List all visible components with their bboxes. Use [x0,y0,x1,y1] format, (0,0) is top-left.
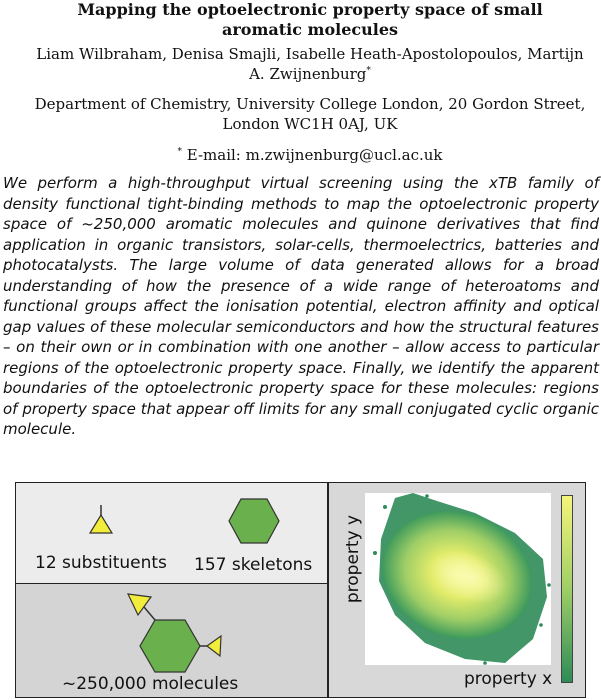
corresponding-author-mark: * [366,66,371,76]
molecule-icon [124,590,224,674]
toc-graphic [15,482,586,698]
email-mark: * [177,147,182,157]
author-list [30,44,590,84]
email-line [30,145,590,165]
paper-title: Mapping the optoelectronic property space of small aromatic molecules [77,0,543,39]
property-density-map [365,493,551,665]
colorbar-gradient [562,496,572,682]
property-map-panel [329,483,586,698]
molecules-label: ~250,000 molecules [62,674,239,694]
colorbar [561,495,573,683]
y-axis-label: property y [343,514,364,604]
abstract: We perform a high-throughput virtual screening using the xTB family of density functional tight-binding methods to map the optoelectronic property space of ~250,000 aromatic molecules and quinone derivatives that find application in organic transistors, solar-cells, thermoelectrics, batteries and photocatalysts. The large volume of data generated allows for a broad understanding of how the presence of a wide range of heteroatoms and functional groups affect the ionisation potential, electron affinity and optical gap values of these molecular semiconductors and how the structural features – on their own or in combination with one another – allow access to particular regions of the optoelectronic property space. Finally, we identify the apparent boundaries of the optoelectronic property space for these molecules: regions of property space that appear off limits for any small conjugated cyclic organic molecule. [3,174,599,438]
building-blocks-panel [16,483,327,583]
x-axis-label: property x [464,669,553,689]
molecules-panel [16,584,327,698]
triangle-substituent-icon [86,505,116,537]
hexagon-skeleton-icon [228,497,280,545]
skeletons-label: 157 skeletons [194,555,313,575]
property-map-plot [365,493,551,665]
affiliation: Department of Chemistry, University College London, 20 Gordon Street, London WC1H 0AJ, UK [34,95,586,133]
email-text: E-mail: m.zwijnenburg@ucl.ac.uk [181,146,443,164]
author-names: Liam Wilbraham, Denisa Smajli, Isabelle Heath-Apostolopoulos, Martijn A. Zwijnenburg [36,45,584,83]
substituents-label: 12 substituents [35,553,167,573]
